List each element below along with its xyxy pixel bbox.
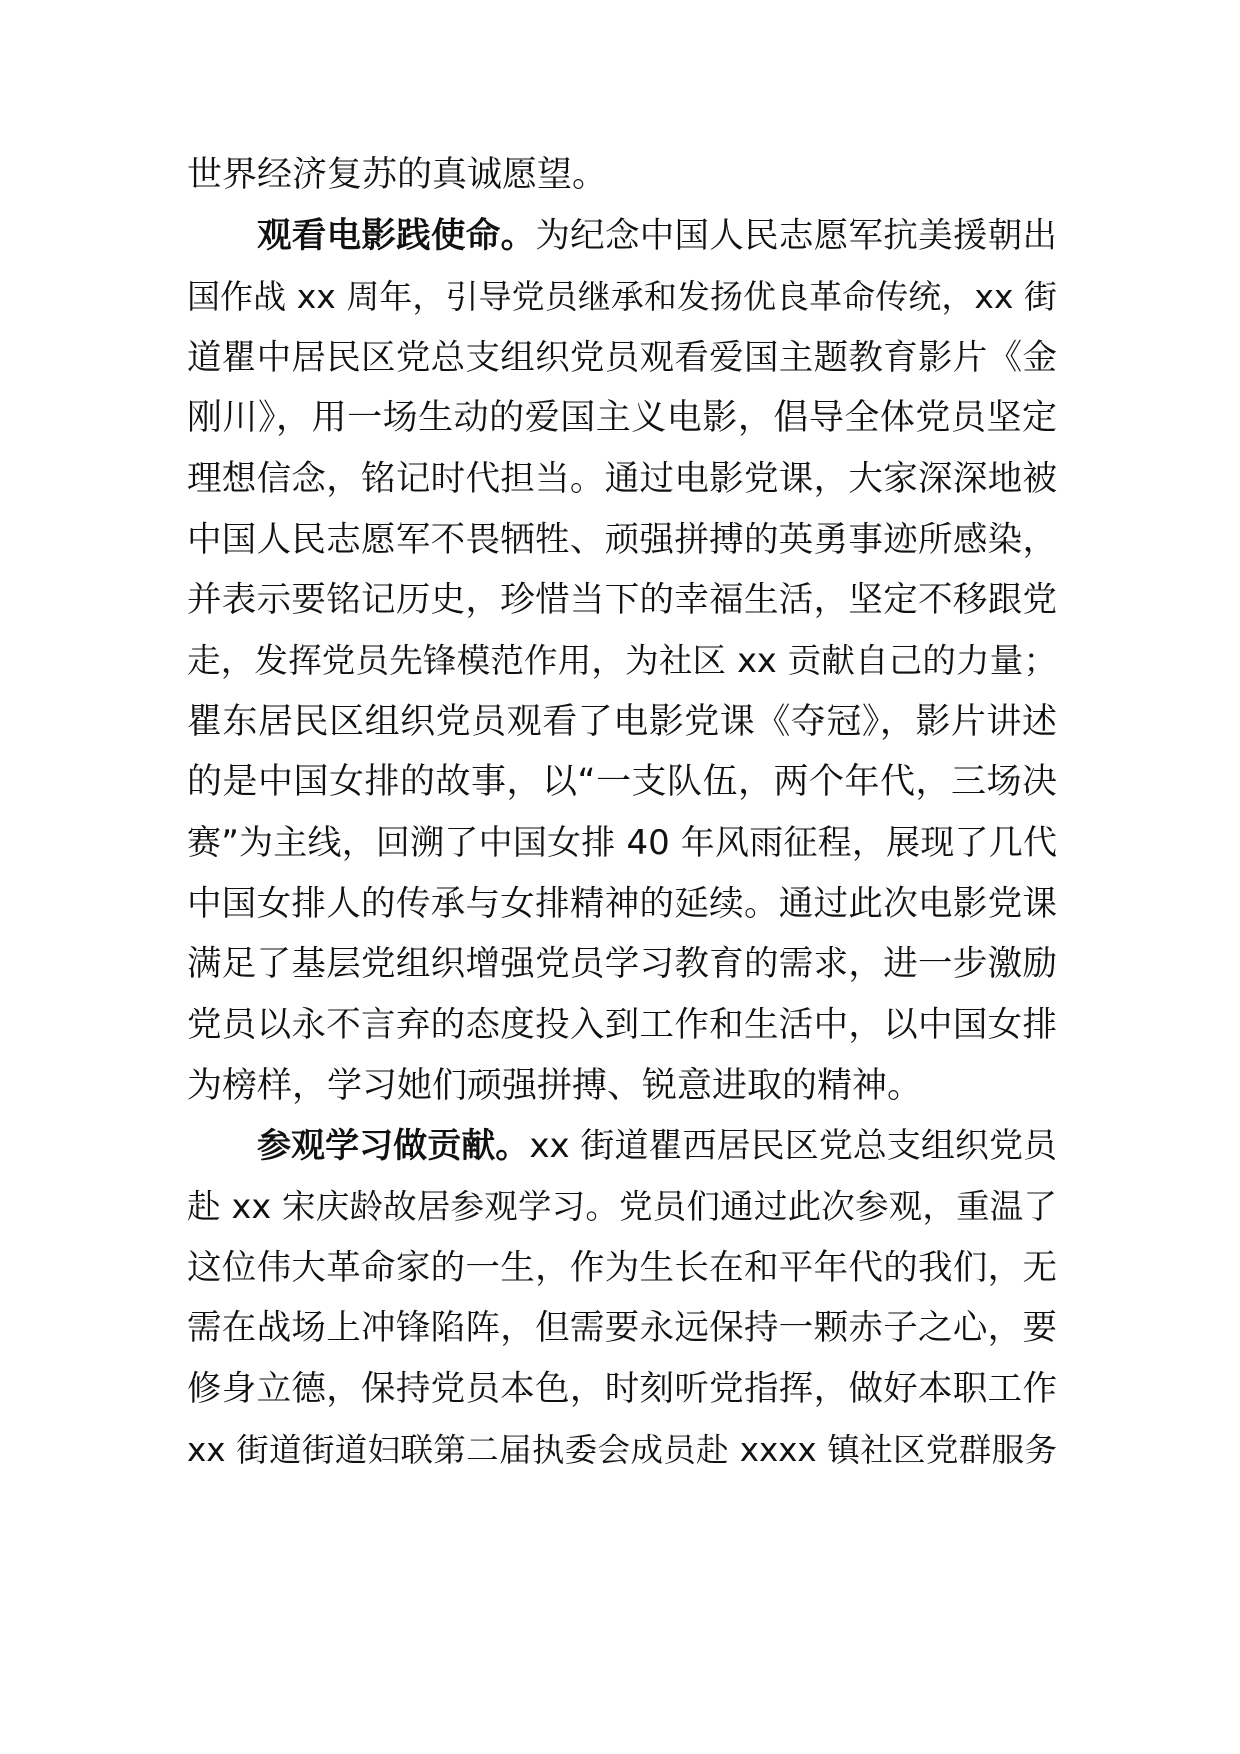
paragraph-line: 赴 xx 宋庆龄故居参观学习。党员们通过此次参观，重温了 [187,1187,1057,1226]
paragraph-line: 为榜样，学习她们顽强拼搏、锐意进取的精神。 [187,1066,923,1106]
paragraph-line: 赛”为主线，回溯了中国女排 40 年风雨征程，展现了几代 [187,823,1057,863]
paragraph-line: 修身立德，保持党员本色，时刻听党指挥，做好本职工作 [187,1369,1057,1409]
paragraph-line: 中国女排人的传承与女排精神的延续。通过此次电影党课 [187,884,1057,924]
paragraph-line: 的是中国女排的故事，以“一支队伍，两个年代，三场决 [187,762,1057,802]
paragraph-text: 为纪念中国人民志愿军抗美援朝出 [535,216,1058,256]
paragraph-line: 瞿东居民区组织党员观看了电影党课《夺冠》，影片讲述 [187,702,1057,742]
paragraph-line: 这位伟大革命家的一生，作为生长在和平年代的我们，无 [187,1248,1057,1288]
paragraph-line: 满足了基层党组织增强党员学习教育的需求，进一步激励 [187,944,1057,984]
paragraph-line: 并表示要铭记历史，珍惜当下的幸福生活，坚定不移跟党 [187,580,1057,620]
paragraph-heading: 参观学习做贡献。 [257,1126,530,1166]
paragraph-line: 中国人民志愿军不畏牺牲、顽强拼搏的英勇事迹所感染， [187,520,1057,560]
paragraph-line: 走，发挥党员先锋模范作用，为社区 xx 贡献自己的力量； [187,641,1057,680]
paragraph-line: 需在战场上冲锋陷阵，但需要永远保持一颗赤子之心，要 [187,1308,1057,1348]
paragraph-first-line [257,203,1057,269]
paragraph-text: xx 街道瞿西居民区党总支组织党员 [529,1126,1057,1166]
paragraph-line: 党员以永不言弃的态度投入到工作和生活中，以中国女排 [187,1005,1057,1045]
paragraph-heading: 观看电影践使命。 [257,216,536,256]
paragraph-line: 理想信念，铭记时代担当。通过电影党课，大家深深地被 [187,459,1057,499]
paragraph-line: 国作战 xx 周年，引导党员继承和发扬优良革命传统，xx 街 [187,277,1057,316]
paragraph-line: xx 街道街道妇联第二届执委会成员赴 xxxx 镇社区党群服务 [187,1431,1057,1469]
paragraph-line: 世界经济复苏的真诚愿望。 [187,155,608,195]
paragraph-line: 刚川》，用一场生动的爱国主义电影，倡导全体党员坚定 [187,398,1057,438]
paragraph-line: 道瞿中居民区党总支组织党员观看爱国主题教育影片《金 [187,338,1057,378]
paragraph-first-line [257,1113,1057,1179]
